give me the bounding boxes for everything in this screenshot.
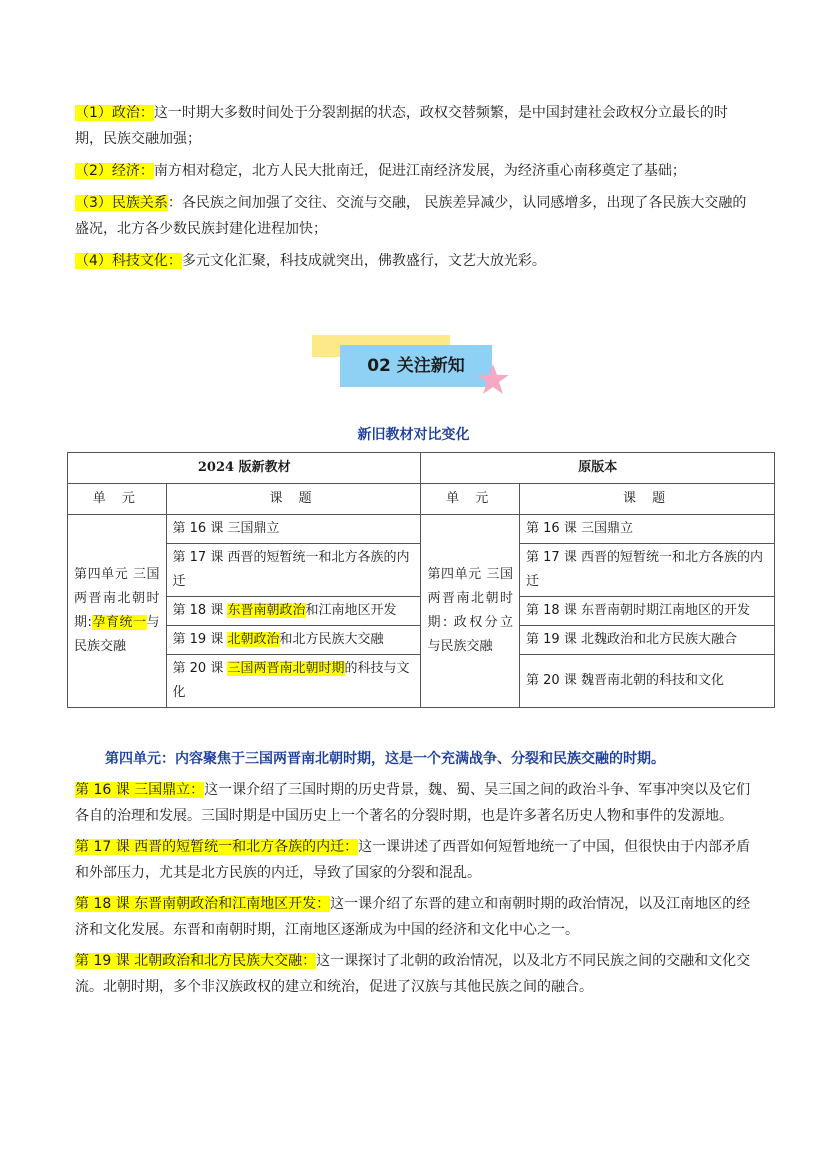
lesson-text: 第 18 课 <box>172 603 228 618</box>
summary-politics <box>75 100 755 152</box>
old-unit-col-header: 单 元 <box>421 484 520 515</box>
new-unit-col-header: 单 元 <box>68 484 167 515</box>
lesson-detail <box>75 891 755 943</box>
new-unit-text: 与民族交融 <box>74 615 160 654</box>
old-lesson-cell: 第 18 课 东晋南朝时期江南地区的开发 <box>520 597 775 626</box>
lesson-highlight: 东晋南朝政治 <box>227 603 306 618</box>
lesson-detail-text: 这一课探讨了北朝的政治情况，以及北方不同民族之间的交融和文化交流。北朝时期，多个非汉族政权的建立和统治，促进了汉族与其他民族之间的融合。 <box>75 953 751 995</box>
summary-culture <box>75 248 755 274</box>
lesson-detail-label: 第 19 课 北朝政治和北方民族大交融： <box>75 953 317 969</box>
new-lesson-cell <box>166 655 421 708</box>
lesson-text: 的科技与文化 <box>172 661 410 700</box>
lesson-highlight: 北朝政治 <box>227 632 280 647</box>
unit-heading: 第四单元：内容聚焦于三国两晋南北朝时期，这是一个充满战争、分裂和民族交融的时期。 <box>105 751 665 767</box>
detail-section <box>75 746 755 1005</box>
table-row <box>68 515 775 544</box>
summary-label: （1）政治： <box>75 105 154 121</box>
new-unit-cell <box>68 515 167 708</box>
lesson-text: 第 17 课 西晋的短暂统一和北方各族的内迁 <box>172 550 410 589</box>
lesson-detail-label: 第 18 课 东晋南朝政治和江南地区开发： <box>75 896 331 912</box>
old-edition-header: 原版本 <box>421 453 775 484</box>
star-icon <box>476 363 510 395</box>
lesson-detail-text: 这一课讲述了西晋如何短暂地统一了中国，但很快由于内部矛盾和外部压力，尤其是北方民族的内迁，导致了国家的分裂和混乱。 <box>75 839 751 881</box>
table-subheader-row <box>68 484 775 515</box>
new-lesson-col-header: 课 题 <box>166 484 421 515</box>
lesson-text: 第 20 课 <box>172 661 228 676</box>
new-unit-text: 第四单元 三国两晋南北朝时期: <box>74 567 160 630</box>
new-lesson-cell <box>166 597 421 626</box>
lesson-detail <box>75 948 755 1000</box>
old-unit-cell: 第四单元 三国两晋南北朝时期: 政权分立与民族交融 <box>421 515 520 708</box>
table-header-row <box>68 453 775 484</box>
section-banner <box>312 335 512 405</box>
summary-economy <box>75 158 755 184</box>
old-lesson-col-header: 课 题 <box>520 484 775 515</box>
lesson-text: 第 19 课 <box>172 632 228 647</box>
table-caption: 新旧教材对比变化 <box>357 427 470 443</box>
lesson-detail <box>75 777 755 829</box>
summary-section <box>75 100 755 280</box>
summary-text: ：各民族之间加强了交往、交流与交融， 民族差异减少，认同感增多，出现了各民族大交融的盛况，北方各少数民族封建化进程加快； <box>75 195 747 237</box>
new-lesson-cell <box>166 626 421 655</box>
new-lesson-cell <box>166 544 421 597</box>
lesson-text: 第 16 课 三国鼎立 <box>172 521 280 536</box>
lesson-text: 和江南地区开发 <box>305 603 397 618</box>
old-lesson-cell: 第 17 课 西晋的短暂统一和北方各族的内迁 <box>520 544 775 597</box>
old-lesson-cell: 第 20 课 魏晋南北朝的科技和文化 <box>520 655 775 708</box>
summary-text: 南方相对稳定，北方人民大批南迁，促进江南经济发展，为经济重心南移奠定了基础； <box>153 163 686 179</box>
lesson-detail <box>75 834 755 886</box>
new-lesson-cell <box>166 515 421 544</box>
summary-label: （2）经济： <box>75 163 154 179</box>
summary-label: （3）民族关系 <box>75 195 168 211</box>
lesson-detail-text: 这一课介绍了三国时期的历史背景，魏、蜀、吴三国之间的政治斗争、军事冲突以及它们各自的治理和发展。三国时期是中国历史上一个著名的分裂时期，也是许多著名历史人物和事件的发源地。 <box>75 782 751 824</box>
summary-text: 多元文化汇聚，科技成就突出，佛教盛行，文艺大放光彩。 <box>181 253 546 269</box>
new-unit-highlight: 孕育统一 <box>91 615 147 630</box>
new-edition-header: 2024 版新教材 <box>68 453 421 484</box>
comparison-table <box>67 452 775 708</box>
old-lesson-cell: 第 16 课 三国鼎立 <box>520 515 775 544</box>
banner-title: 02 关注新知 <box>367 356 465 376</box>
lesson-highlight: 三国两晋南北朝时期 <box>227 661 345 676</box>
lesson-text: 和北方民族大交融 <box>279 632 384 647</box>
lesson-detail-label: 第 17 课 西晋的短暂统一和北方各族的内迁： <box>75 839 359 855</box>
lesson-detail-text: 这一课介绍了东晋的建立和南朝时期的政治情况，以及江南地区的经济和文化发展。东晋和南朝时期，江南地区逐渐成为中国的经济和文化中心之一。 <box>75 896 751 938</box>
lesson-detail-label: 第 16 课 三国鼎立： <box>75 782 205 798</box>
old-lesson-cell: 第 19 课 北魏政治和北方民族大融合 <box>520 626 775 655</box>
summary-text: 这一时期大多数时间处于分裂割据的状态，政权交替频繁，是中国封建社会政权分立最长的时期，民族交融加强； <box>75 105 728 147</box>
summary-label: （4）科技文化： <box>75 253 182 269</box>
summary-ethnic-relations <box>75 190 755 242</box>
